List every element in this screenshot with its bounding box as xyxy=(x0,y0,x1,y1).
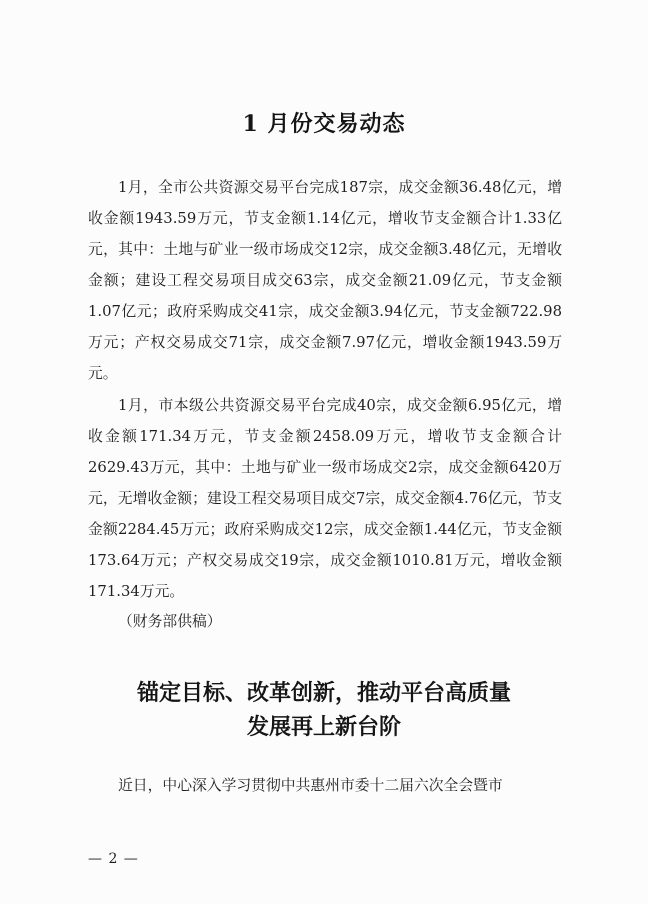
article-title-monthly-trading: 1 月份交易动态 xyxy=(242,111,406,137)
article-title-line-1: 锚定目标、改革创新，推动平台高质量 xyxy=(136,680,511,706)
article-paragraph-municipal: 1月，市本级公共资源交易平台完成40宗，成交金额6.95亿元，增收金额171.34万元，节支金额2458.09万元，增收节支金额合计2629.43万元，其中：土地与矿业一级市场成交2宗，成交金额6420万元，无增收金额；建设工程交易项目成交7宗，成交金额4.76亿元，节支金额2284.45万元；政府采购成交12宗，成交金额1.44亿元，节支金额173.64万元；产权交易成交19宗，成交金额1010.81万元，增收金额171.34万元。 xyxy=(88,397,562,600)
article-paragraph-intro: 近日，中心深入学习贯彻中共惠州市委十二届六次全会暨市 xyxy=(118,777,503,794)
article-paragraph-citywide: 1月，全市公共资源交易平台完成187宗，成交金额36.48亿元，增收金额1943.59万元，节支金额1.14亿元，增收节支金额合计1.33亿元，其中：土地与矿业一级市场成交12宗，成交金额3.48亿元，无增收金额；建设工程交易项目成交63宗，成交金额21.09亿元，节支金额1.07亿元；政府采购成交41宗，成交金额3.94亿元，节支金额722.98万元；产权交易成交71宗，成交金额7.97亿元，增收金额1943.59万元。 xyxy=(88,179,562,382)
article-title-line-2: 发展再上新台阶 xyxy=(246,714,401,740)
page-number: — 2 — xyxy=(88,851,139,867)
article-source-credit: （财务部供稿） xyxy=(118,613,222,630)
